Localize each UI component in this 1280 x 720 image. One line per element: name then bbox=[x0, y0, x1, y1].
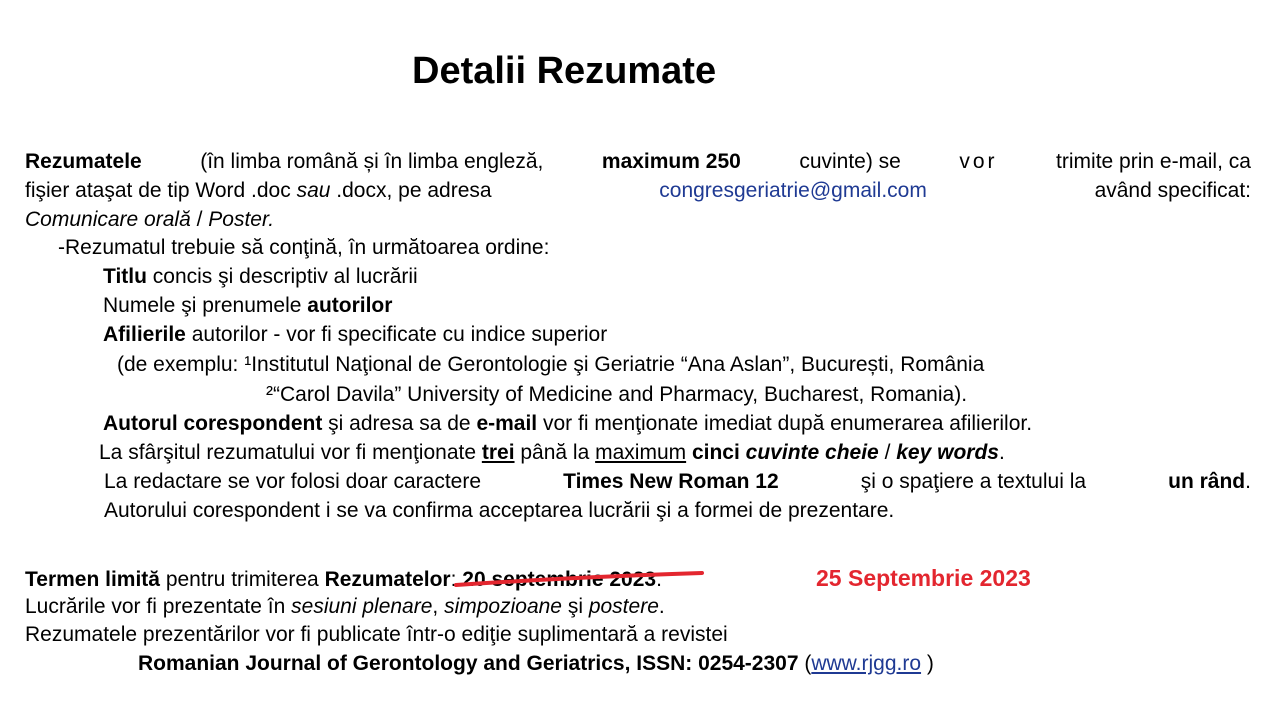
intro-segment: fişier ataşat de tip Word .doc sau .docx, pe adresa bbox=[25, 179, 492, 202]
deadline-line: Termen limită pentru trimiterea Rezumatelor: 20 septembrie 2023 . bbox=[25, 565, 662, 594]
item-afilierile: Afilierile autorilor - vor fi specificate cu indice superior bbox=[103, 323, 608, 346]
contains-heading: -Rezumatul trebuie să conţină, în următoarea ordine: bbox=[58, 236, 550, 259]
intro-word: cuvinte) se bbox=[799, 150, 901, 173]
redactare-text: şi o spaţiere a textului la bbox=[860, 470, 1087, 493]
intro-word: Rezumatele bbox=[25, 150, 142, 173]
redactare-font: Times New Roman 12 bbox=[563, 470, 779, 493]
intro-word: vor bbox=[959, 150, 998, 173]
item-autor-corespondent: Autorul corespondent şi adresa sa de e-mail vor fi menţionate imediat după enumerarea afilierilor. bbox=[103, 412, 1033, 435]
journal-line: Romanian Journal of Gerontology and Geriatrics, ISSN: 0254-2307 (www.rjgg.ro ) bbox=[138, 652, 934, 675]
publish-line: Rezumatele prezentărilor vor fi publicate într-o ediţie suplimentară a revistei bbox=[25, 623, 728, 646]
journal-link[interactable]: www.rjgg.ro bbox=[811, 652, 922, 675]
redactare-text: La redactare se vor folosi doar caractere bbox=[104, 470, 482, 493]
intro-segment: având specificat: bbox=[1094, 179, 1251, 202]
sessions-line: Lucrările vor fi prezentate în sesiuni plenare, simpozioane şi postere. bbox=[25, 595, 665, 618]
item-confirm: Autorului corespondent i se va confirma acceptarea lucrării şi a formei de prezentare. bbox=[104, 499, 895, 522]
redactare-spacing: un rând. bbox=[1168, 470, 1251, 493]
intro-word: maximum 250 bbox=[601, 150, 741, 173]
intro-word: (în limba română și în limba engleză, bbox=[200, 150, 544, 173]
intro-word: trimite prin e-mail, ca bbox=[1056, 150, 1251, 173]
item-numele: Numele şi prenumele autorilor bbox=[103, 294, 393, 317]
item-titlu: Titlu concis şi descriptiv al lucrării bbox=[103, 265, 418, 288]
intro-line-2 bbox=[25, 176, 1251, 205]
intro-line-1 bbox=[25, 147, 1251, 176]
intro-line-3: Comunicare orală / Poster. bbox=[25, 208, 275, 231]
new-deadline-date: 25 Septembrie 2023 bbox=[816, 565, 1031, 591]
email-link[interactable]: congresgeriatrie@gmail.com bbox=[659, 179, 927, 202]
old-date-struck: 20 septembrie 2023 bbox=[462, 565, 656, 594]
item-keywords: La sfârşitul rezumatului vor fi menţionate trei până la maximum cinci cuvinte cheie / key words. bbox=[99, 441, 1005, 464]
page-title: Detalii Rezumate bbox=[412, 50, 717, 92]
example-line-1: (de exemplu: ¹Institutul Naţional de Gerontologie şi Geriatrie “Ana Aslan”, București, România bbox=[117, 353, 985, 376]
item-redactare bbox=[104, 467, 1251, 496]
example-line-2: ²“Carol Davila” University of Medicine and Pharmacy, Bucharest, Romania). bbox=[266, 383, 968, 406]
